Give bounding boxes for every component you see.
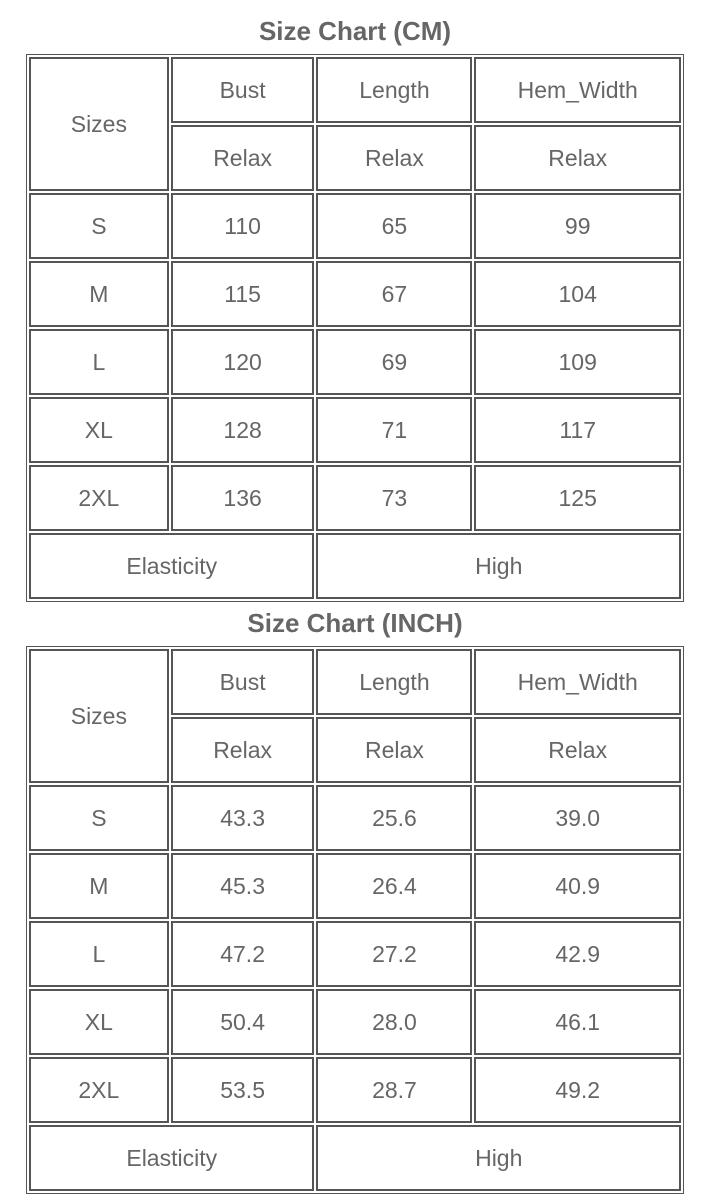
cell-length: 26.4 (316, 853, 472, 919)
elasticity-label: Elasticity (29, 1125, 314, 1191)
fit-bust: Relax (171, 125, 315, 191)
size-chart-cm (26, 8, 684, 602)
table-row (29, 193, 681, 259)
cell-length: 73 (316, 465, 472, 531)
header-bust: Bust (171, 57, 315, 123)
cell-hem-width: 46.1 (474, 989, 681, 1055)
cell-length: 71 (316, 397, 472, 463)
cell-length: 67 (316, 261, 472, 327)
cell-size: 2XL (29, 1057, 169, 1123)
chart-title: Size Chart (INCH) (247, 608, 463, 638)
cell-hem-width: 42.9 (474, 921, 681, 987)
header-hem-width: Hem_Width (474, 57, 681, 123)
cell-hem-width: 104 (474, 261, 681, 327)
cell-length: 27.2 (316, 921, 472, 987)
table-row (29, 921, 681, 987)
table-row (29, 397, 681, 463)
cell-bust: 50.4 (171, 989, 315, 1055)
header-row (29, 649, 681, 715)
cell-hem-width: 49.2 (474, 1057, 681, 1123)
cell-bust: 128 (171, 397, 315, 463)
cell-size: L (29, 921, 169, 987)
header-length: Length (316, 649, 472, 715)
fit-length: Relax (316, 717, 472, 783)
cell-size: S (29, 785, 169, 851)
table-row (29, 989, 681, 1055)
cell-size: M (29, 853, 169, 919)
cell-size: XL (29, 397, 169, 463)
cell-length: 28.0 (316, 989, 472, 1055)
chart-title: Size Chart (CM) (258, 16, 452, 46)
cell-length: 28.7 (316, 1057, 472, 1123)
table-row (29, 1057, 681, 1123)
cell-size: S (29, 193, 169, 259)
cell-size: XL (29, 989, 169, 1055)
cell-bust: 43.3 (171, 785, 315, 851)
cell-size: M (29, 261, 169, 327)
size-table (26, 646, 684, 1194)
elasticity-value: High (316, 1125, 681, 1191)
cell-bust: 136 (171, 465, 315, 531)
footer-row (29, 533, 681, 599)
header-sizes: Sizes (29, 57, 169, 191)
elasticity-value: High (316, 533, 681, 599)
elasticity-label: Elasticity (29, 533, 314, 599)
cell-hem-width: 39.0 (474, 785, 681, 851)
size-table (26, 54, 684, 602)
cell-length: 25.6 (316, 785, 472, 851)
fit-length: Relax (316, 125, 472, 191)
cell-hem-width: 40.9 (474, 853, 681, 919)
header-sizes: Sizes (29, 649, 169, 783)
cell-bust: 47.2 (171, 921, 315, 987)
fit-bust: Relax (171, 717, 315, 783)
cell-bust: 120 (171, 329, 315, 395)
cell-bust: 110 (171, 193, 315, 259)
cell-length: 69 (316, 329, 472, 395)
cell-bust: 53.5 (171, 1057, 315, 1123)
cell-bust: 115 (171, 261, 315, 327)
cell-hem-width: 99 (474, 193, 681, 259)
header-hem-width: Hem_Width (474, 649, 681, 715)
header-bust: Bust (171, 649, 315, 715)
header-row (29, 57, 681, 123)
table-row (29, 853, 681, 919)
fit-hem-width: Relax (474, 717, 681, 783)
table-row (29, 785, 681, 851)
table-row (29, 261, 681, 327)
cell-size: 2XL (29, 465, 169, 531)
table-row (29, 465, 681, 531)
cell-hem-width: 125 (474, 465, 681, 531)
table-row (29, 329, 681, 395)
cell-hem-width: 109 (474, 329, 681, 395)
fit-hem-width: Relax (474, 125, 681, 191)
size-chart-inch (26, 600, 684, 1194)
footer-row (29, 1125, 681, 1191)
cell-length: 65 (316, 193, 472, 259)
cell-bust: 45.3 (171, 853, 315, 919)
cell-hem-width: 117 (474, 397, 681, 463)
header-length: Length (316, 57, 472, 123)
cell-size: L (29, 329, 169, 395)
